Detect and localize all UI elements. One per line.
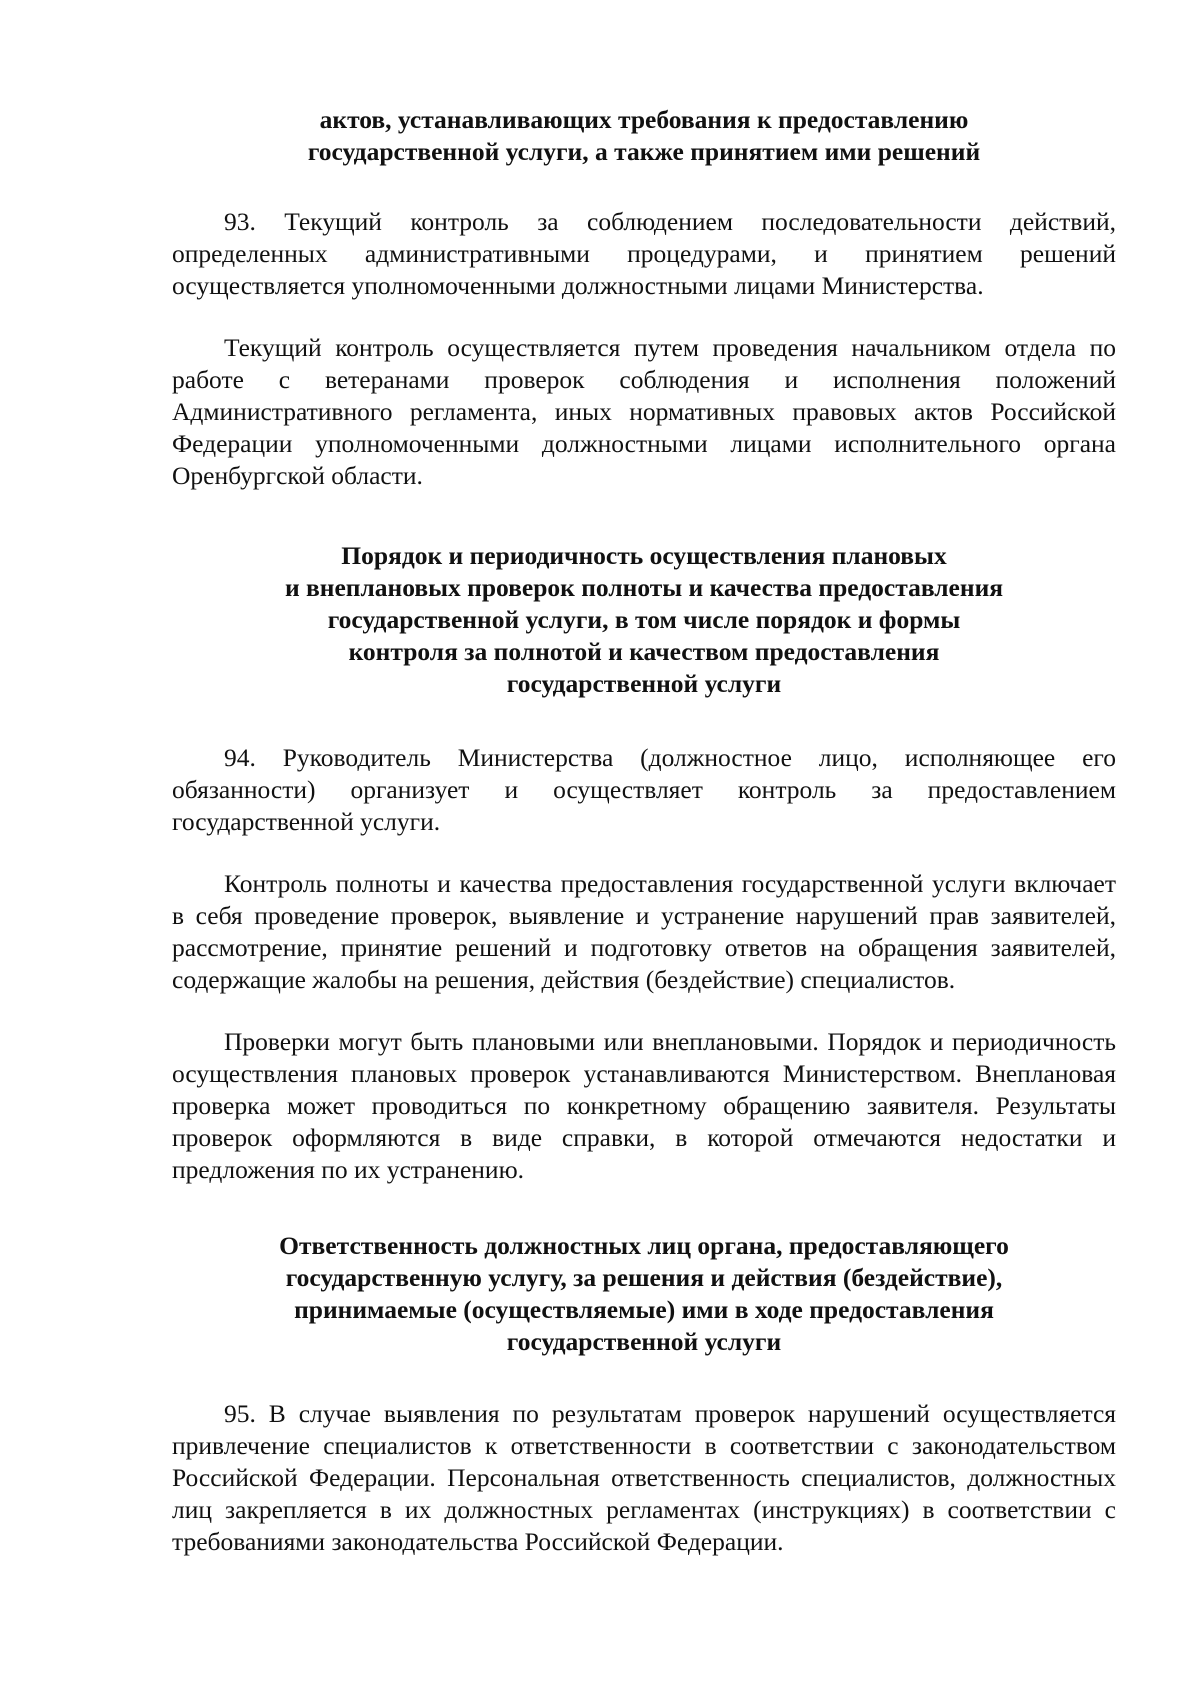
heading-line: государственной услуги [506, 669, 782, 698]
paragraph-93-current-control-method: Текущий контроль осуществляется путем проведения начальником отдела по работе с ветеранами проверок соблюдения и исполнения положений Административного регламента, иных нормативных правовых актов Российской Федерации уполномоченными должностными лицами исполнительного органа Оренбургской области. [172, 333, 1116, 490]
heading-line: государственную услугу, за решения и действия (бездействие), [285, 1263, 1003, 1292]
heading-line: контроля за полнотой и качеством предоставления [348, 637, 940, 666]
paragraph-94-quality-control: Контроль полноты и качества предоставления государственной услуги включает в себя проведение проверок, выявление и устранение нарушений прав заявителей, рассмотрение, принятие решений и подготовку ответов на обращения заявителей, содержащие жалобы на решения, действия (бездействие) специалистов. [172, 869, 1116, 994]
heading-line: принимаемые (осуществляемые) ими в ходе предоставления [294, 1295, 994, 1324]
heading-line: Ответственность должностных лиц органа, предоставляющего [279, 1231, 1009, 1260]
document-page [172, 104, 1116, 1558]
heading-line: и внеплановых проверок полноты и качества предоставления [284, 573, 1004, 602]
section-heading-inspections [172, 540, 1116, 700]
section-heading-acts [172, 104, 1116, 168]
paragraph-95-responsibility: 95. В случае выявления по результатам проверок нарушений осуществляется привлечение специалистов к ответственности в соответствии с законодательством Российской Федерации. Персональная ответственность специалистов, должностных лиц закрепляется в их должностных регламентах (инструкциях) в соответствии с требованиями законодательства Российской Федерации. [172, 1399, 1116, 1556]
heading-line: Порядок и периодичность осуществления плановых [341, 541, 947, 570]
paragraph-94-head-control: 94. Руководитель Министерства (должностное лицо, исполняющее его обязанности) организует и осуществляет контроль за предоставлением государственной услуги. [172, 743, 1116, 836]
paragraph-94-inspection-types: Проверки могут быть плановыми или внеплановыми. Порядок и периодичность осуществления плановых проверок устанавливаются Министерством. Внеплановая проверка может проводиться по конкретному обращению заявителя. Результаты проверок оформляются в виде справки, в которой отмечаются недостатки и предложения по их устранению. [172, 1027, 1116, 1184]
heading-line: государственной услуги, а также принятием ими решений [307, 137, 981, 166]
heading-line: актов, устанавливающих требования к предоставлению [319, 105, 969, 134]
heading-line: государственной услуги [506, 1327, 782, 1356]
section-heading-responsibility [172, 1230, 1116, 1358]
heading-line: государственной услуги, в том числе порядок и формы [327, 605, 961, 634]
paragraph-93-current-control: 93. Текущий контроль за соблюдением последовательности действий, определенных административными процедурами, и принятием решений осуществляется уполномоченными должностными лицами Министерства. [172, 207, 1116, 300]
